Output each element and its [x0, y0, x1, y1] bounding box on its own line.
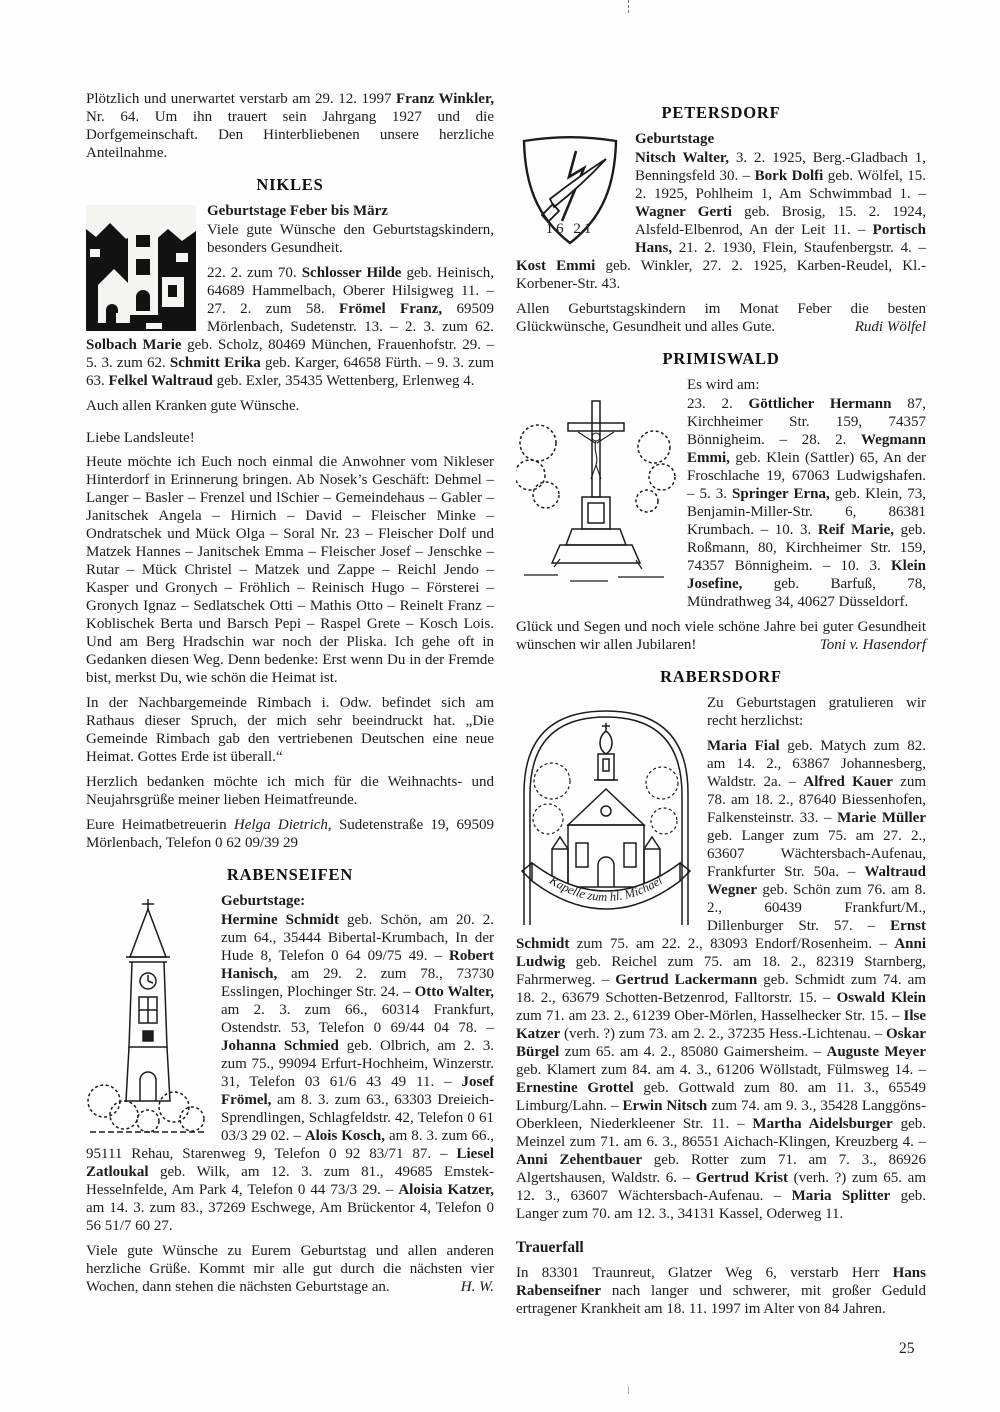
letter-thanks-paragraph: Herzlich bedanken möchte ich mich für die Weihnachts- und Neujahrsgrüße meiner lieben Heimatfreunde.	[86, 774, 494, 808]
signature-rudi-woelfel: Rudi Wölfel	[854, 319, 926, 335]
primiswald-intro: Es wird am:	[687, 377, 760, 393]
letter-salutation: Liebe Landsleute!	[86, 430, 195, 446]
section-title-rabenseifen: RABENSEIFEN	[226, 865, 354, 884]
primiswald-wayside-cross-image	[516, 379, 676, 594]
nikles-sick-note: Auch allen Kranken gute Wünsche.	[86, 398, 300, 414]
crest-year-text: 16 21	[545, 221, 595, 237]
letter-rimbach-paragraph: In der Nachbargemeinde Rimbach i. Odw. befindet sich am Rathaus dieser Spruch, der mich sehr beeindruckt hat. „Die Gemeinde Rimbach gab den vertriebenen Deutschen eine neue Heimat. Gottes Erde ist überall.“	[86, 695, 494, 765]
trauerfall-heading: Trauerfall	[516, 1239, 584, 1256]
nikles-birthdays: 22. 2. zum 70. Schlosser Hilde geb. Heinisch, 64689 Hammelbach, Oberer Hilsigweg 11. – 27. 2. zum 58. Frömel Franz, 69509 Mörlenbach, Sudetenstr. 13. – 2. 3. zum 62. Solbach Marie geb. Scholz, 80469 München, Frauenhofstr. 29. – 5. 3. zum 62. Schmitt Erika geb. Karger, 64658 Fürth. – 9. 3. zum 63. Felkel Waltraud geb. Exler, 35435 Wettenberg, Erlenweg 4.	[86, 265, 495, 389]
nikles-subtitle: Geburtstage Feber bis März	[207, 203, 388, 219]
rabenseifen-section	[86, 892, 494, 1296]
section-title-nikles: NIKLES	[256, 175, 324, 194]
section-title-petersdorf: PETERSDORF	[661, 103, 781, 122]
nikles-intro: Viele gute Wünsche den Geburtstagskindern, besonders Gesundheit.	[207, 222, 494, 256]
section-title-rabersdorf: RABERSDORF	[660, 667, 782, 686]
rabersdorf-section	[516, 694, 926, 1223]
rabenseifen-birthdays: Hermine Schmidt geb. Schön, am 20. 2. zum 64., 35444 Bibertal-Krumbach, In der Hude 8, Telefon 0 64 09/75 49. – Robert Hanisch, am 29. 2. zum 78., 73730 Esslingen, Plochinger Str. 24. – Otto Walter, am 2. 3. zum 66., 60314 Frankfurt, Ostendstr. 53, Telefon 0 69/44 04 78. – Johanna Schmied geb. Olbrich, am 2. 3. zum 75., 99094 Erfurt-Hochheim, Winzerstr. 31, Telefon 03 61/6 43 49 11. – Josef Frömel, am 8. 3. zum 63., 63303 Dreieich-Sprendlingen, Schlagfeldstr. 42, Telefon 0 61 03/3 29 02. – Alois Kosch, am 8. 3. zum 66., 95111 Rehau, Starenweg 9, Telefon 0 92 83/71 87. – Liesel Zatloukal geb. Wilk, am 12. 3. zum 81., 49685 Emstek-Hesselnfelde, Am Park 4, Telefon 0 44 73/3 29. – Aloisia Katzer, am 14. 3. zum 83., 37269 Eschwege, Am Brückentor 4, Telefon 0 56 51/7 60 27.	[86, 912, 494, 1234]
print-registration-mark-bottom	[628, 1386, 629, 1394]
letter-memories-paragraph: Heute möchte ich Euch noch einmal die Anwohner vom Nikleser Hinterdorf in Erinnerung bringen. Ab Nosek’s Geschäft: Dehmel – Langer – Basler – Frenzel und lSchier – Gemeindehaus – Gabler – Janitschek Angela – Hirnich – David – Fleischer Minke – Ondratschek und Mück Olga – Soral Nr. 23 – Fleischer Dolf und Matzek Hannes – Janitschek Emma – Fleischer Josef – Jenschke – Rutar – Mück Christel – Matzek und Zappe – Reichl Jendo – Kasper und Gronych – Fröhlich – Reinisch Hugo – Försterei – Gronych Ignaz – Sedlatschek Otti – Mathis Otto – Reinelt Franz – Koblischek Berta und Barsch Pepi – Raspel Grete – Kosch Lois. Und am Berg Hradschin war noch der Pliska. Ich gehe oft in Gedanken diesen Weg. Denn bedenke: Erst wenn Du in der Fremde bist, merkst Du, wie schön die Heimat ist.	[86, 454, 494, 686]
signature-toni-v-hasendorf: Toni v. Hasendorf	[819, 637, 926, 653]
primiswald-section	[516, 376, 926, 654]
nikles-section	[86, 202, 494, 415]
trauerfall-paragraph: In 83301 Traunreut, Glatzer Weg 6, verstarb Herr Hans Rabenseifner nach langer und schwerer, mit großer Geduld ertragener Krankheit am 18. 11. 1997 im Alter von 84 Jahren.	[516, 1265, 926, 1317]
rabenseifen-church-image	[86, 895, 210, 1135]
right-column	[516, 90, 926, 1325]
rabenseifen-subtitle: Geburtstage:	[221, 893, 306, 909]
petersdorf-subtitle: Geburtstage	[635, 131, 715, 147]
left-column	[86, 90, 494, 1303]
obituary-paragraph: Plötzlich und unerwartet verstarb am 29. 12. 1997 Franz Winkler, Nr. 64. Um ihn trauert sein Jahrgang 1927 und die Dorfgemeinschaft. Den Hinterbliebenen unsere herzliche Anteilnahme.	[86, 91, 494, 161]
petersdorf-section	[516, 130, 926, 336]
chapel-banner-text: Kapelle zum hl. Michael	[547, 873, 665, 905]
petersdorf-closing: Allen Geburtstagskindern im Monat Feber die besten Glückwünsche, Gesundheit und alles Gute. Rudi Wölfel	[516, 301, 926, 335]
petersdorf-birthdays: Nitsch Walter, 3. 2. 1925, Berg.-Gladbach 1, Benningsfeld 30. – Bork Dolfi geb. Wölfel, 15. 2. 1925, Pohlheim 1, Am Schwimmbad 1. – Wagner Gerti geb. Brosig, 15. 2. 1924, Alsfeld-Elbenrod, An der Leit 11. – Portisch Hans, 21. 2. 1930, Flein, Staufenbergstr. 4. – Kost Emmi geb. Winkler, 27. 2. 1925, Karben-Reudel, Kl.-Korbener-Str. 43.	[516, 150, 926, 292]
primiswald-birthdays: 23. 2. Göttlicher Hermann 87, Kirchheimer Str. 159, 74357 Bönnigheim. – 28. 2. Wegmann Emmi, geb. Klein (Sattler) 65, An der Froschlache 19, 67063 Ludwigshafen. – 5. 3. Springer Erna, geb. Klein, 73, Benjamin-Miller-Str. 6, 86381 Krumbach. – 10. 3. Reif Marie, geb. Roßmann, 80, Kirchheimer Str. 159, 74357 Bönnigheim. – 10. 3. Klein Josefine, geb. Barfuß, 78, Mündrathweg 34, 40627 Düsseldorf.	[687, 396, 927, 610]
rabenseifen-closing: Viele gute Wünsche zu Eurem Geburtstag und allen anderen herzliche Grüße. Kommt mir alle gut durch die nächsten vier Wochen, dann stehen die nächsten Geburtstage an. H. W.	[86, 1243, 494, 1295]
rabersdorf-intro: Zu Geburtstagen gratulieren wir recht herzlichst:	[707, 695, 926, 729]
rabersdorf-birthdays: Maria Fial geb. Matych zum 82. am 14. 2., 63867 Johannesberg, Waldstr. 2a. – Alfred Kauer zum 78. am 18. 2., 87640 Biessenhofen, Falkensteinstr. 33. – Marie Müller geb. Langer zum 75. am 27. 2., 63607 Wächtersbach-Aufenau, Frankfurter Str. 50a. – Waltraud Wegner geb. Schön zum 76. am 8. 2., 60439 Frankfurt/M., Dillenburger Str. 57. – Ernst Schmidt zum 75. am 22. 2., 83093 Endorf/Rosenheim. – Anni Ludwig geb. Reichel zum 75. am 18. 2., 82319 Starnberg, Fahrmerweg. – Gertrud Lackermann geb. Schmidt zum 74. am 18. 2., 63679 Schotten-Betzenrod, Falltorstr. 15. – Oswald Klein zum 71. am 23. 2., 61239 Ober-Mörlen, Hasselhecker Str. 15. – Ilse Katzer (verh. ?) zum 73. am 2. 2., 37235 Hess.-Lichtenau. – Oskar Bürgel zum 65. am 4. 2., 85080 Gaimersheim. – Auguste Meyer geb. Klamert zum 84. am 4. 3., 61206 Wöllstadt, Fülmsweg 14. – Ernestine Grottel geb. Gottwald zum 80. am 11. 3., 65549 Limburg/Lahn. – Erwin Nitsch zum 74. am 9. 3., 35428 Langgöns-Oberkleen, Niederkleener Str. 11. – Martha Aidelsburger geb. Meinzel zum 71. am 6. 3., 86551 Aichach-Klingen, Kreuzberg 4. – Anni Zehentbauer geb. Rotter zum 71. am 7. 3., 86926 Algertshausen, Waldstr. 6. – Gertrud Krist (verh. ?) zum 65. am 12. 3., 63607 Wächtersbach-Aufenau. – Maria Splitter geb. Langer zum 70. am 12. 3., 34131 Kassel, Oderweg 11.	[516, 738, 927, 1222]
rabersdorf-chapel-image	[516, 697, 696, 927]
letter-signoff: Eure Heimatbetreuerin Helga Dietrich, Sudetenstraße 19, 69509 Mörlenbach, Telefon 0 62 09/39 29	[86, 817, 495, 851]
primiswald-closing: Glück und Segen und noch viele schöne Jahre bei guter Gesundheit wünschen wir allen Jubilaren! Toni v. Hasendorf	[516, 619, 926, 653]
signature-hw: H. W.	[460, 1279, 494, 1295]
petersdorf-crest-image	[516, 133, 624, 249]
print-registration-mark-top	[628, 0, 629, 13]
page-number: 25	[899, 1340, 915, 1357]
nikles-church-image	[86, 205, 196, 331]
section-title-primiswald: PRIMISWALD	[662, 349, 780, 368]
